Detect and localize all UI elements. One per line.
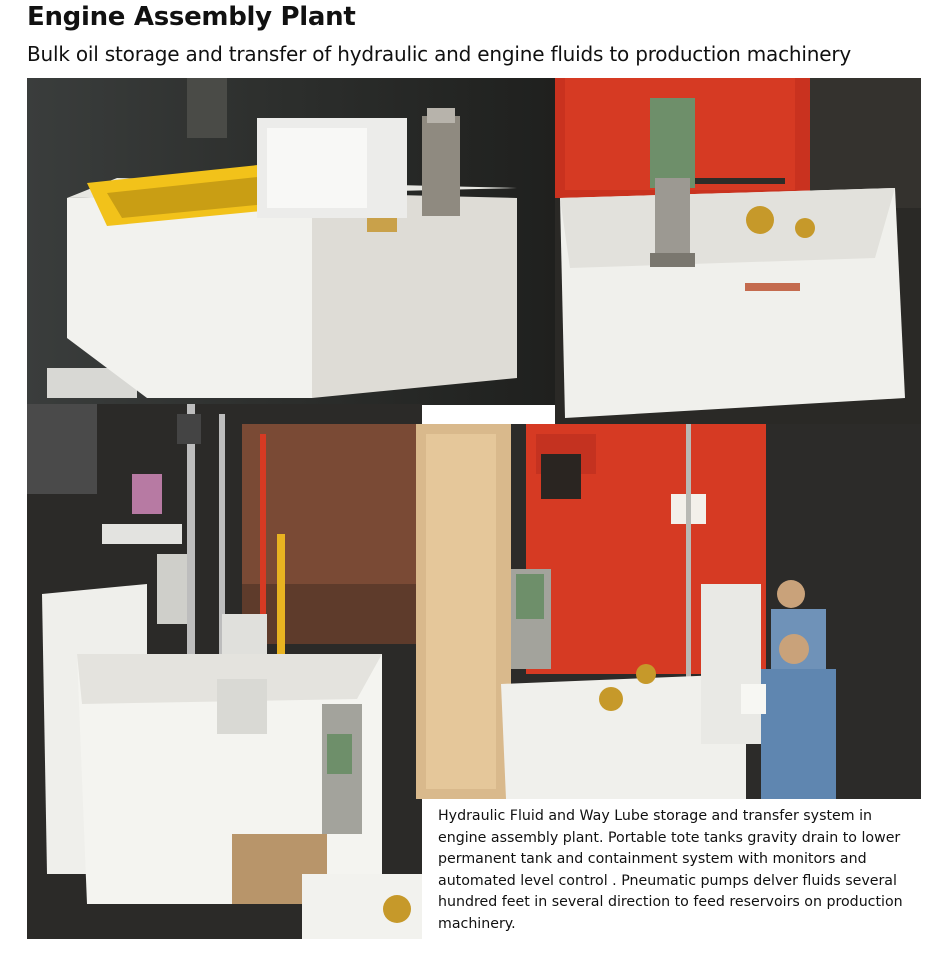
photo-tank-row-warehouse-image [27, 404, 422, 939]
photo-caption: Hydraulic Fluid and Way Lube storage and transfer system in engine assembly plant. Portable tote tanks gravity drain to lower permanent tank and containment system with monitors and automated level control . Pneumatic pumps delver fluids several hundred feet in several direction to feed reservoirs on production machinery. [425, 800, 915, 950]
page-subtitle: Bulk oil storage and transfer of hydraulic and engine fluids to production machinery [27, 42, 851, 66]
photo-red-tank-pump-image [555, 78, 921, 424]
page-title: Engine Assembly Plant [27, 2, 356, 32]
photo-white-tank [27, 78, 557, 405]
photo-workers-tote-tank-image [416, 424, 921, 799]
photo-workers-tote-tank [416, 424, 921, 799]
photo-white-tank-image [27, 78, 557, 405]
photo-red-tank-pump [555, 78, 921, 424]
photo-tank-row-warehouse [27, 404, 422, 939]
